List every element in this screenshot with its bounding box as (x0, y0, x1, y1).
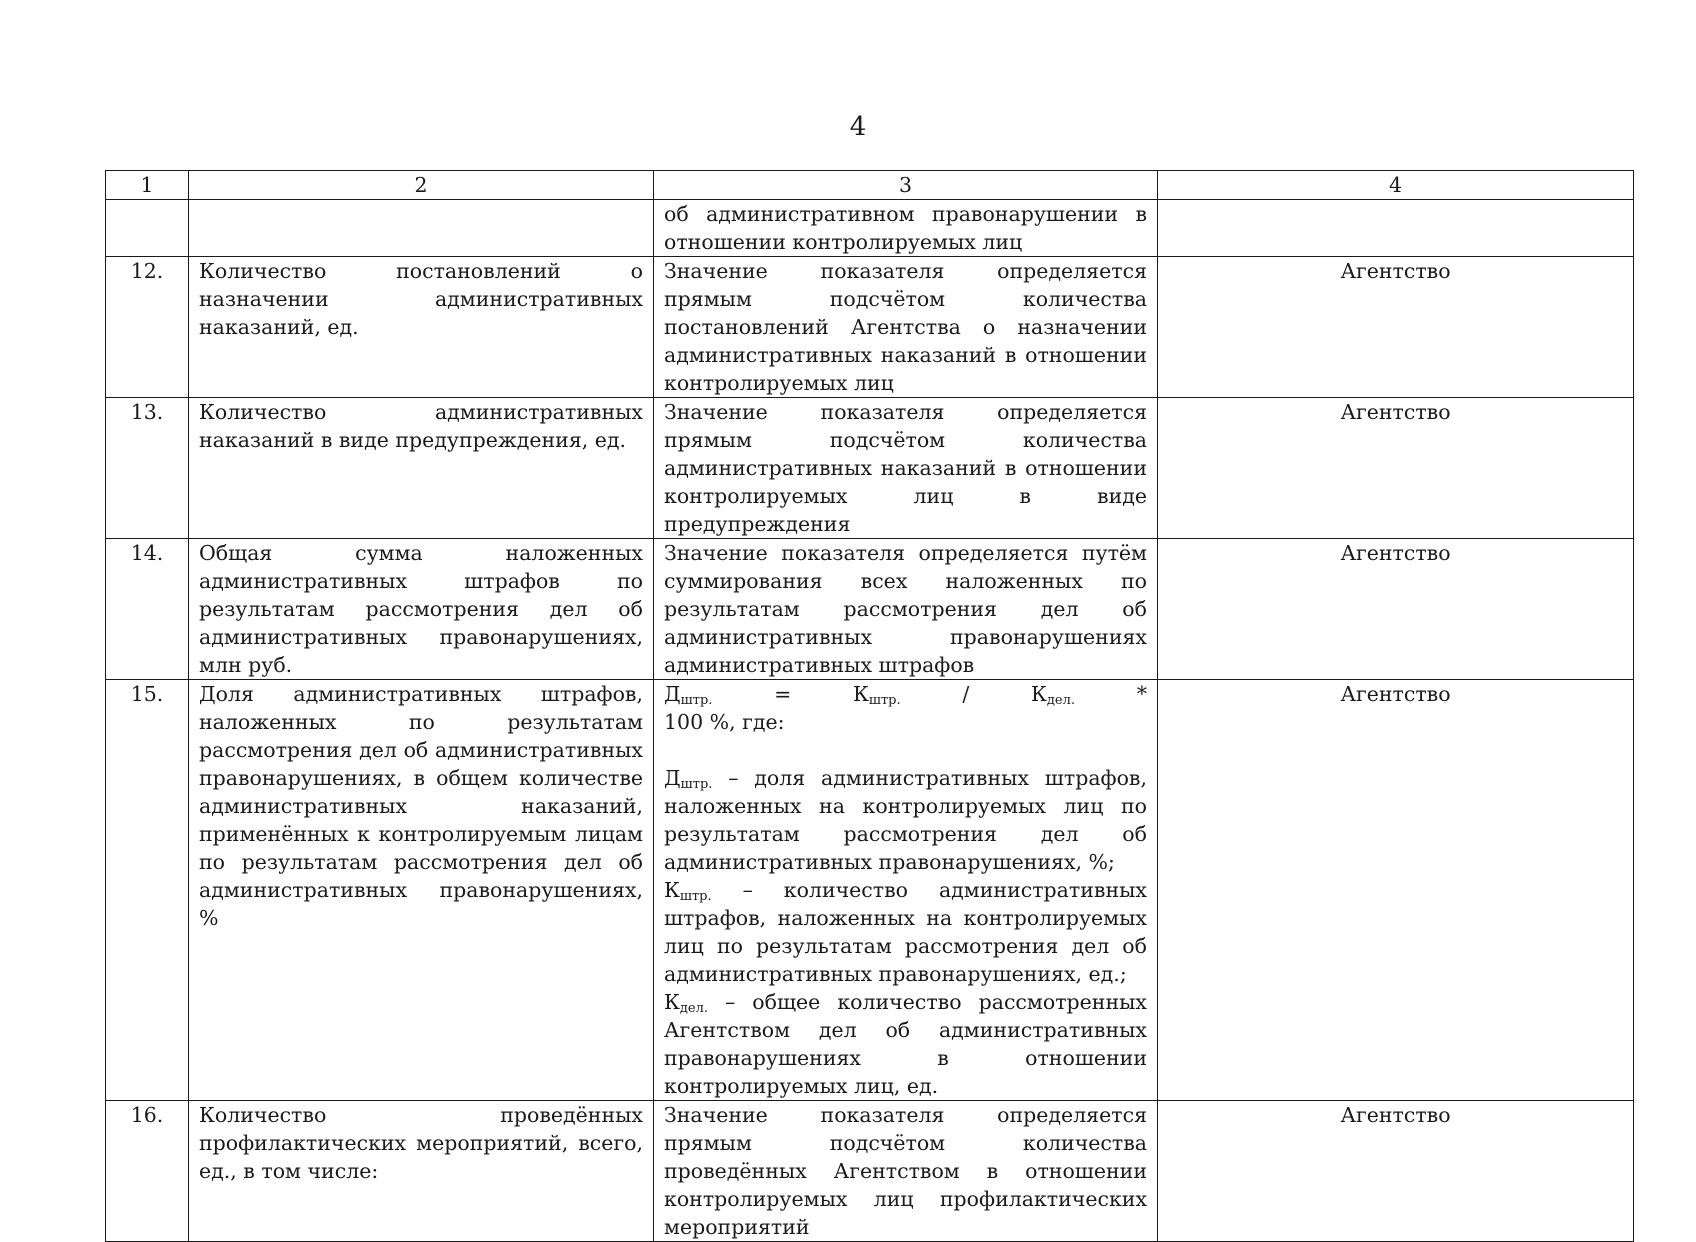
indicator-cell: Общая сумма наложенных административных штрафов по результатам рассмотрения дел об административных правонарушениях, млн руб. (189, 539, 654, 680)
table-header-row (106, 171, 1634, 200)
source-cell: Агентство (1158, 539, 1634, 680)
formula-fines-symbol: $К_{штр.}$ (853, 682, 901, 708)
table-row (106, 398, 1634, 539)
table-row-continuation (106, 200, 1634, 257)
row-number: 13. (106, 398, 189, 539)
indicator-cell (189, 200, 654, 257)
row-number-cell (106, 200, 189, 257)
formula-divide: / (962, 682, 970, 706)
indicator-table (105, 170, 1634, 1242)
formula-equals: = (774, 682, 792, 706)
header-cell-3: 3 (654, 171, 1158, 200)
formula-multiply: * (1136, 682, 1147, 706)
header-cell-4: 4 (1158, 171, 1634, 200)
row-number: 12. (106, 257, 189, 398)
row-number: 16. (106, 1101, 189, 1242)
indicator-cell: Доля административных штрафов, наложенных по результатам рассмотрения дел об административных правонарушениях, в общем количестве административных наказаний, применённых к контролируемым лицам по результатам рассмотрения дел об административных правонарушениях, % (189, 680, 654, 1101)
source-cell: Агентство (1158, 680, 1634, 1101)
header-cell-2: 2 (189, 171, 654, 200)
formula-cases-symbol: $К_{дел.}$ (1031, 682, 1075, 708)
formula-tail: 100 %, где: (664, 710, 785, 734)
row-number: 14. (106, 539, 189, 680)
formula-line (664, 680, 1147, 708)
table-row (106, 1101, 1634, 1242)
source-cell (1158, 200, 1634, 257)
method-cell: Значение показателя определяется прямым подсчётом количества административных наказаний в отношении контролируемых лиц в виде предупреждения (654, 398, 1158, 539)
formula-definition: $Д_{штр.}$ – доля административных штрафов, наложенных на контролируемых лиц по результатам рассмотрения дел об административных правонарушениях, %; (664, 766, 1147, 874)
formula-definition: $К_{дел.}$ – общее количество рассмотренных Агентством дел об административных правонарушениях в отношении контролируемых лиц, ед. (664, 990, 1147, 1098)
table-row (106, 539, 1634, 680)
source-cell: Агентство (1158, 257, 1634, 398)
row-number: 15. (106, 680, 189, 1101)
method-cell: Значение показателя определяется путём суммирования всех наложенных по результатам рассмотрения дел об административных правонарушениях административных штрафов (654, 539, 1158, 680)
method-cell: об административном правонарушении в отношении контролируемых лиц (654, 200, 1158, 257)
formula-definition: $К_{штр.}$ – количество административных штрафов, наложенных на контролируемых лиц по результатам рассмотрения дел об административных правонарушениях, ед.; (664, 878, 1147, 986)
table-row (106, 257, 1634, 398)
table-row (106, 680, 1634, 1101)
method-cell: Значение показателя определяется прямым подсчётом количества постановлений Агентства о назначении административных наказаний в отношении контролируемых лиц (654, 257, 1158, 398)
header-cell-1: 1 (106, 171, 189, 200)
page-number: 4 (849, 112, 867, 142)
indicator-cell: Количество проведённых профилактических мероприятий, всего, ед., в том числе: (189, 1101, 654, 1242)
formula-share-symbol: $Д_{штр.}$ (664, 682, 713, 708)
method-cell (654, 680, 1158, 1101)
indicator-cell: Количество административных наказаний в виде предупреждения, ед. (189, 398, 654, 539)
source-cell: Агентство (1158, 1101, 1634, 1242)
method-cell: Значение показателя определяется прямым подсчётом количества проведённых Агентством в отношении контролируемых лиц профилактических мероприятий (654, 1101, 1158, 1242)
indicator-cell: Количество постановлений о назначении административных наказаний, ед. (189, 257, 654, 398)
source-cell: Агентство (1158, 398, 1634, 539)
